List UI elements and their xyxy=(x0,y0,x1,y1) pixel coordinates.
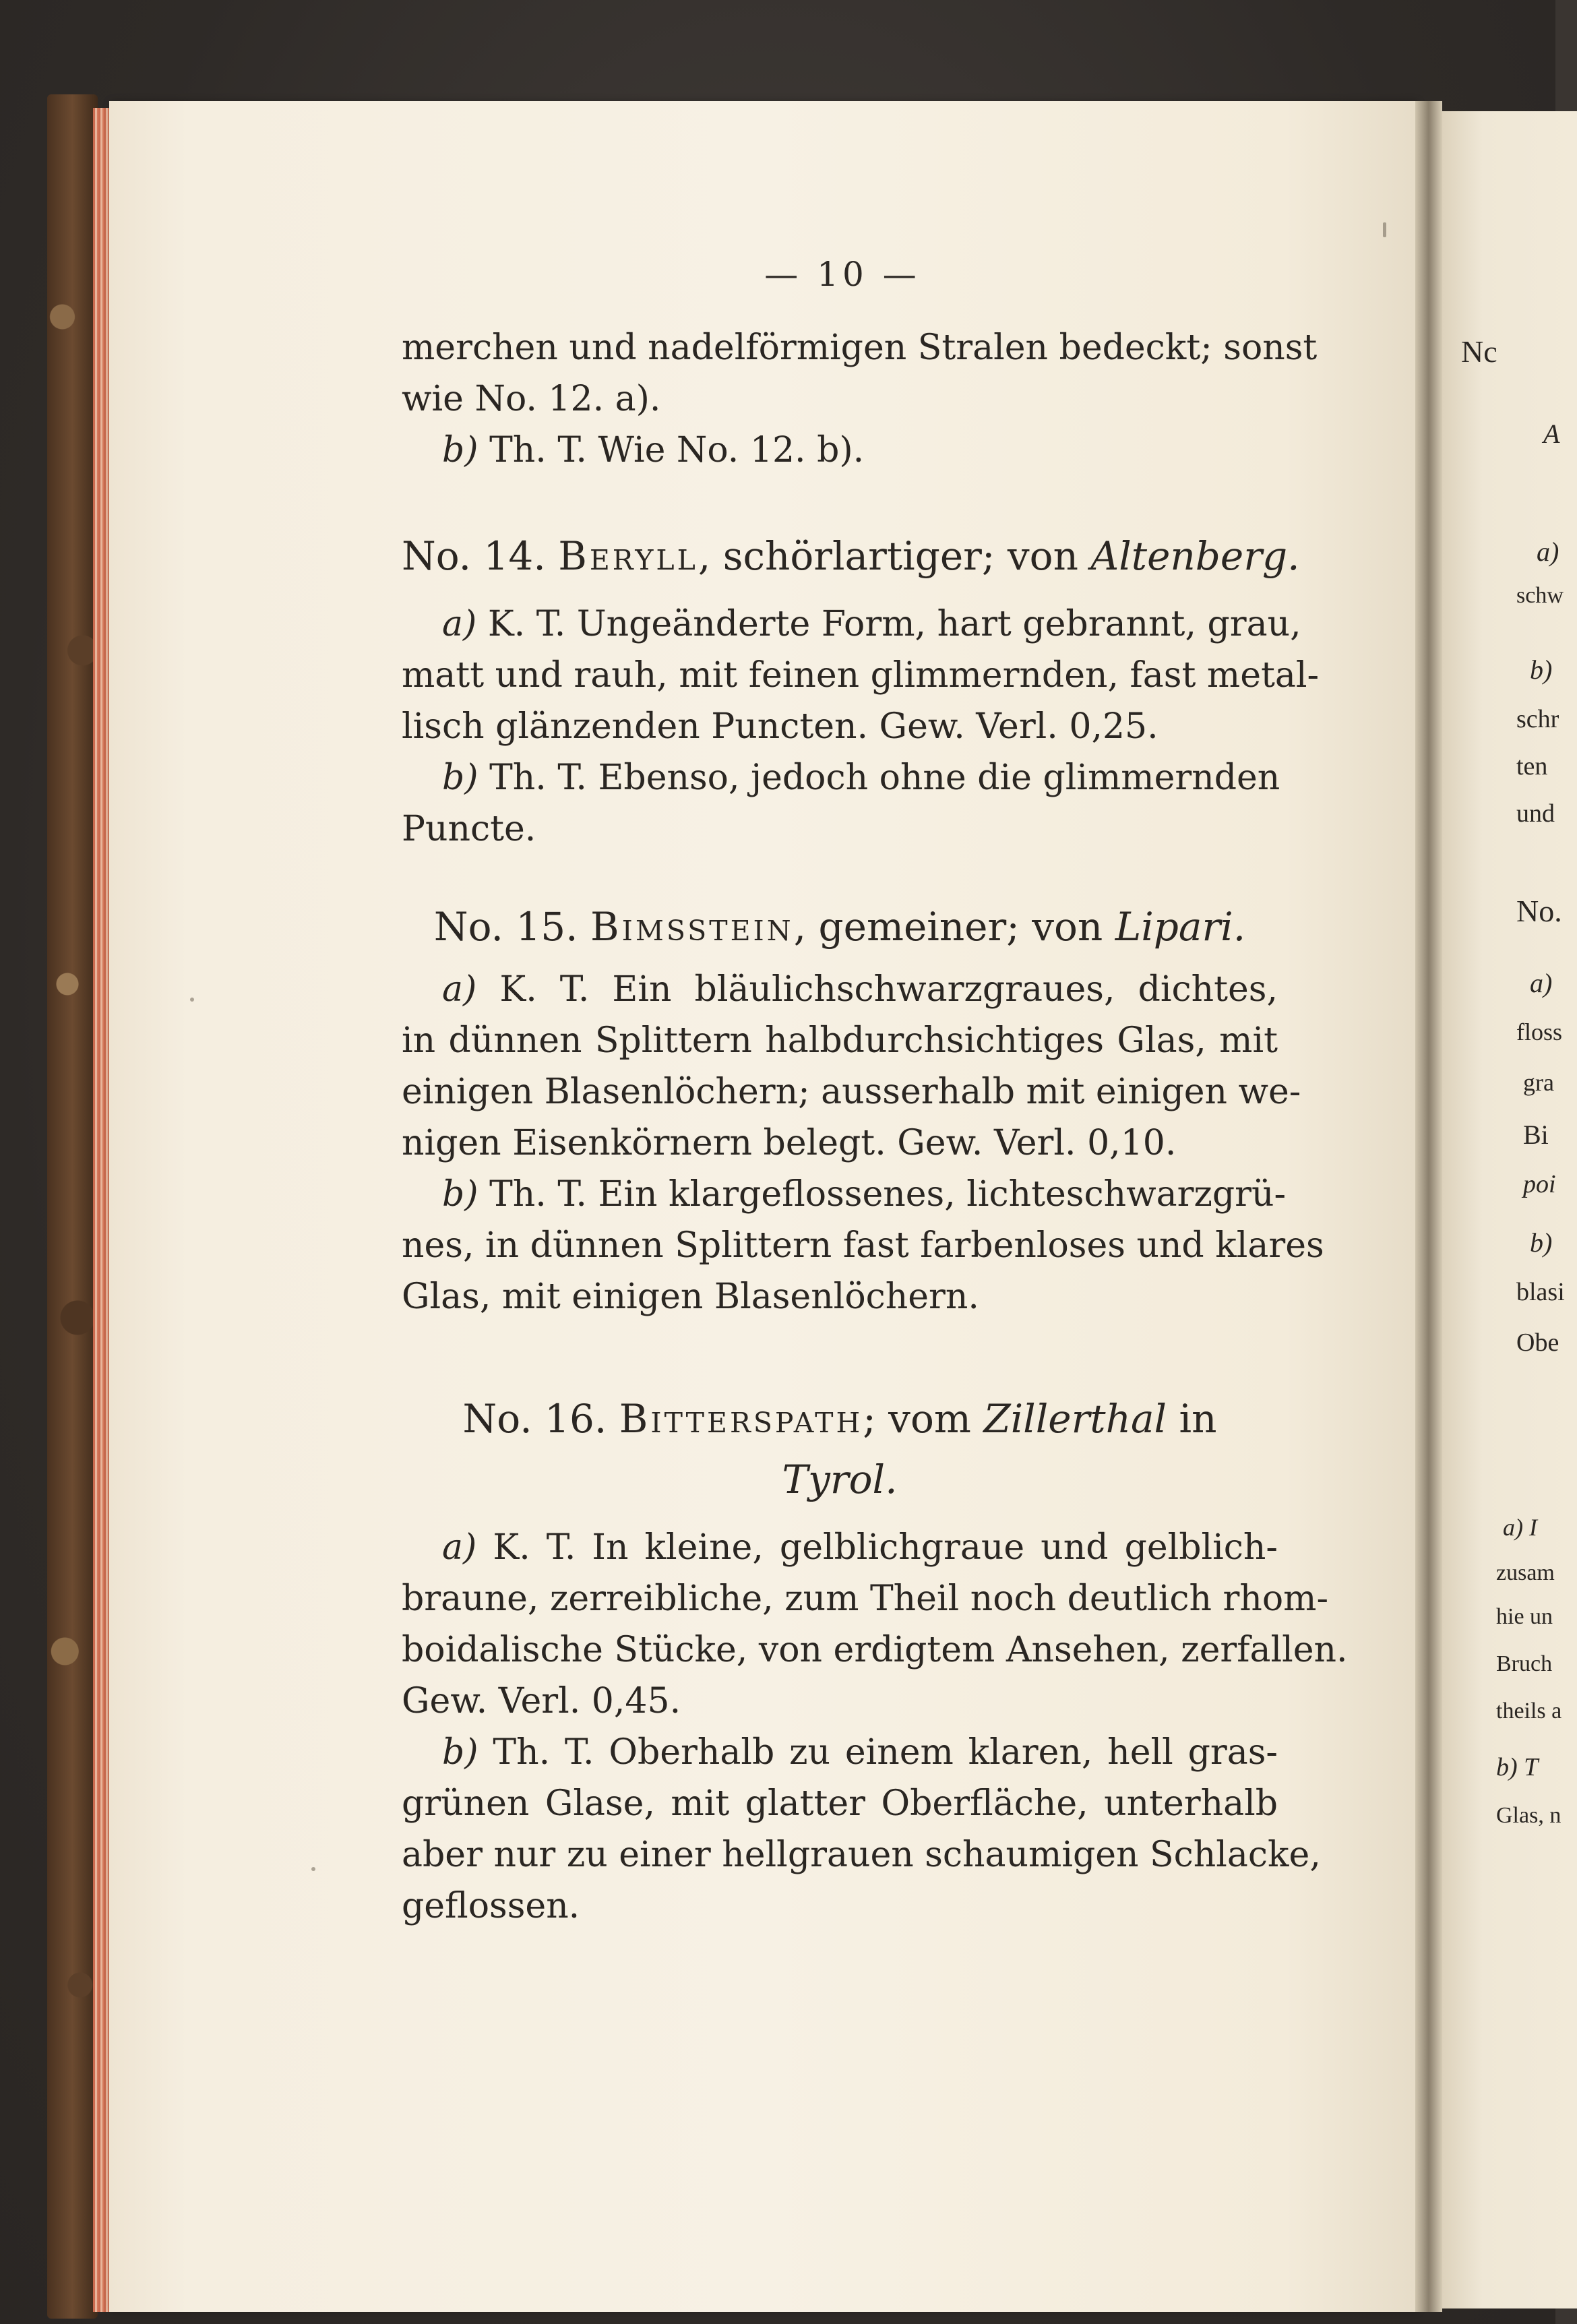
text-line: in dünnen Splittern halbdurchsichtiges Glas, mit xyxy=(402,1020,1278,1061)
facing-text: floss xyxy=(1516,1018,1563,1045)
item-text: Th. T. Ein klargeflossenes, lichteschwarzgrü- xyxy=(489,1174,1287,1215)
text-line: braune, zerreibliche, zum Theil noch deutlich rhom- xyxy=(402,1579,1329,1619)
entry-heading xyxy=(402,896,1278,957)
entry-number: No. 14. xyxy=(402,533,546,579)
item-text: K. T. Ungeänderte Form, hart gebrannt, grau, xyxy=(487,604,1301,644)
facing-text: und xyxy=(1516,799,1555,828)
text-line: Glas, mit einigen Blasenlöchern. xyxy=(402,1277,979,1317)
entry-number: No. 15. xyxy=(433,904,578,950)
marbled-cover-board xyxy=(47,94,98,2319)
entry-number: No. 16. xyxy=(462,1396,607,1442)
entry-description: in xyxy=(1167,1396,1217,1442)
entry-locality-line: Tyrol. xyxy=(782,1457,898,1502)
text-line: aber nur zu einer hellgrauen schaumigen Schlacke, xyxy=(402,1835,1321,1875)
facing-text: theils a xyxy=(1496,1699,1562,1723)
facing-text: A xyxy=(1543,419,1560,449)
entry-description: , schörlartiger; von xyxy=(698,533,1091,579)
item-text: Th. T. Ebenso, jedoch ohne die glimmernden xyxy=(489,758,1280,798)
text-line: einigen Blasenlöchern; ausserhalb mit einigen we- xyxy=(402,1072,1301,1112)
text-line: boidalische Stücke, von erdigtem Ansehen, zerfallen. xyxy=(402,1630,1348,1670)
item-label: a) xyxy=(442,969,477,1010)
facing-text: a) xyxy=(1537,537,1559,567)
text-line: matt und rauh, mit feinen glimmernden, fast metal- xyxy=(402,655,1320,696)
item-label: a) xyxy=(442,1527,477,1568)
facing-page xyxy=(1442,111,1577,2308)
text-line: lisch glänzenden Puncten. Gew. Verl. 0,25. xyxy=(402,706,1158,747)
facing-text: b) xyxy=(1530,1227,1553,1258)
entry-no-16 xyxy=(402,1388,1348,1932)
text-line xyxy=(402,964,1278,1015)
item-label: b) xyxy=(442,1174,478,1215)
item-text: Th. T. Wie No. 12. b). xyxy=(489,430,865,470)
text-line: merchen und nadelförmigen Stralen bedeckt; sonst xyxy=(402,328,1318,368)
text-line: grünen Glase, mit glatter Oberfläche, unterhalb xyxy=(402,1783,1278,1824)
item-label: a) xyxy=(442,604,477,644)
item-label: b) xyxy=(442,430,478,470)
facing-text: poi xyxy=(1523,1170,1556,1198)
text-line xyxy=(402,752,1278,803)
facing-text: Obe xyxy=(1516,1328,1559,1357)
entry-mineral-name: Bimsstein xyxy=(590,904,794,950)
facing-text: Bi xyxy=(1523,1120,1549,1150)
entry-no-14 xyxy=(402,526,1320,855)
entry-mineral-name: Beryll xyxy=(558,533,698,579)
paper-speck xyxy=(190,998,194,1002)
text-line xyxy=(402,1522,1278,1573)
facing-text: schr xyxy=(1516,705,1559,733)
text-line xyxy=(402,1727,1278,1778)
paper-speck xyxy=(311,1867,315,1871)
entry-body xyxy=(402,964,1324,1322)
item-label: b) xyxy=(442,1732,478,1773)
text-line: Gew. Verl. 0,45. xyxy=(402,1681,681,1721)
entry-body xyxy=(402,1522,1348,1932)
entry-locality: Altenberg. xyxy=(1090,533,1300,579)
item-text: Th. T. Oberhalb zu einem klaren, hell gras- xyxy=(493,1732,1278,1773)
facing-text: b) T xyxy=(1496,1753,1539,1781)
facing-text: zusam xyxy=(1496,1560,1555,1585)
entry-locality: Zillerthal xyxy=(983,1396,1167,1442)
book-gutter xyxy=(1415,101,1442,2312)
text-line: nigen Eisenkörnern belegt. Gew. Verl. 0,10. xyxy=(402,1123,1177,1163)
facing-text: b) xyxy=(1530,654,1553,685)
entry-heading xyxy=(402,1388,1278,1449)
item-label: b) xyxy=(442,758,478,798)
facing-text: No. xyxy=(1516,894,1562,928)
entry-mineral-name: Bitterspath xyxy=(619,1396,863,1442)
facing-text: schw xyxy=(1516,583,1564,608)
entry-description: , gemeiner; von xyxy=(793,904,1115,950)
facing-text: a) I xyxy=(1503,1514,1537,1541)
text-line: nes, in dünnen Splittern fast farbenloses und klares xyxy=(402,1225,1324,1266)
facing-text: gra xyxy=(1523,1069,1554,1096)
entry-locality: Lipari. xyxy=(1115,904,1246,950)
facing-text: blasi xyxy=(1516,1278,1565,1306)
ink-mark xyxy=(1383,222,1386,237)
text-line: wie No. 12. a). xyxy=(402,379,661,419)
text-line: Puncte. xyxy=(402,809,536,849)
facing-text: ten xyxy=(1516,752,1548,781)
facing-text: hie un xyxy=(1496,1604,1553,1629)
continuation-paragraph xyxy=(402,322,1318,476)
page-number: — 10 — xyxy=(764,255,921,294)
text-line xyxy=(402,599,1301,650)
item-text: K. T. In kleine, gelblichgraue und gelblich- xyxy=(493,1527,1278,1568)
facing-text: Nc xyxy=(1461,334,1497,369)
facing-text: a) xyxy=(1530,968,1553,998)
facing-text: Glas, n xyxy=(1496,1803,1561,1828)
entry-heading xyxy=(402,526,1300,586)
text-line xyxy=(402,425,1278,476)
text-line xyxy=(402,1169,1287,1220)
entry-body xyxy=(402,599,1320,855)
entry-description: ; vom xyxy=(863,1396,984,1442)
item-text: K. T. Ein bläulichschwarzgraues, dichtes, xyxy=(499,969,1278,1010)
facing-text: Bruch xyxy=(1496,1651,1553,1676)
text-line: geflossen. xyxy=(402,1886,580,1926)
entry-no-15 xyxy=(402,896,1324,1322)
